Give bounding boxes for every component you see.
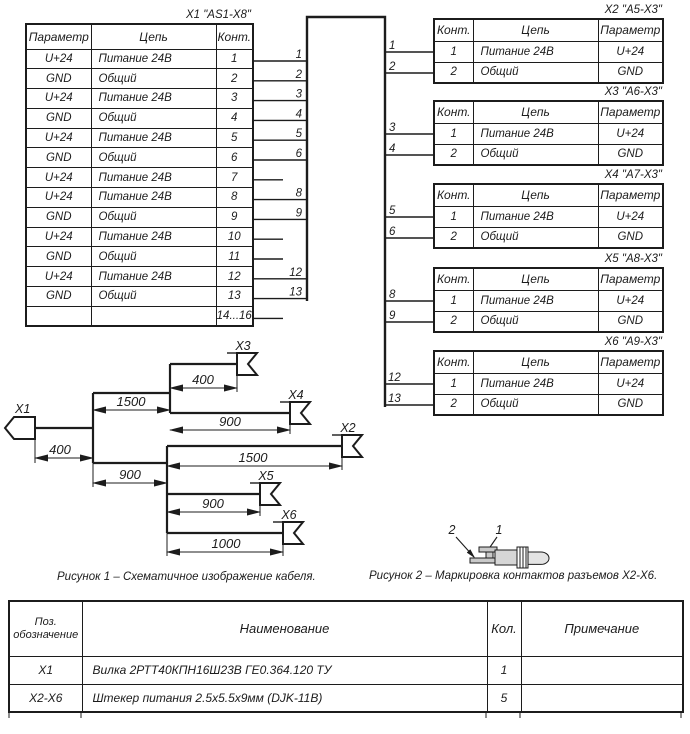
table-cell: GND: [598, 144, 663, 165]
table-cell: GND: [598, 227, 663, 248]
table-cell: 1: [487, 656, 521, 684]
table-cell: U+24: [26, 49, 91, 69]
table-cell: 1: [216, 49, 253, 69]
wire-label: 13: [289, 286, 302, 299]
column-header: Цепь: [91, 24, 216, 49]
table-cell: U+24: [26, 267, 91, 287]
wire-label: 2: [295, 68, 302, 81]
table-cell: 2: [434, 62, 473, 83]
table-cell: 12: [216, 267, 253, 287]
table-cell: U+24: [26, 188, 91, 208]
table-cell: Общий: [473, 62, 598, 83]
table-cell: Питание 24В: [91, 128, 216, 148]
table-cell: Питание 24В: [91, 89, 216, 109]
table-cell: GND: [26, 247, 91, 267]
bom-continuation-stubs: [9, 713, 681, 718]
column-header: Конт.: [434, 19, 473, 41]
table-cell: Вилка 2РТТ40КПН16Ш23В ГЕ0.364.120 ТУ: [82, 656, 487, 684]
connector-label: X6: [281, 508, 297, 522]
wire-label: 2: [389, 61, 396, 73]
cable-bundle: [307, 17, 385, 407]
table-cell: 10: [216, 227, 253, 247]
table-cell: Питание 24В: [91, 49, 216, 69]
table-cell: 1: [434, 123, 473, 144]
x1-plug-symbol: [5, 417, 35, 439]
table-cell: 4: [216, 108, 253, 128]
contact-1-label: 1: [495, 523, 503, 537]
column-header: Параметр: [598, 351, 663, 373]
table-cell: Общий: [91, 148, 216, 168]
column-header: Параметр: [598, 268, 663, 290]
table-cell: 1: [434, 41, 473, 62]
cable-schematic: [5, 339, 362, 556]
table-cell: Общий: [473, 227, 598, 248]
table-cell: U+24: [598, 290, 663, 311]
x4-table-title: X4 "A7-X3": [604, 169, 662, 181]
bom-table-body: [9, 656, 683, 712]
x6-table-title: X6 "A9-X3": [604, 336, 662, 348]
table-cell: 9: [216, 207, 253, 227]
table-cell: Штекер питания 2.5x5.5x9мм (DJK-11B): [82, 684, 487, 712]
table-row: [9, 656, 683, 684]
wire-label: 12: [289, 266, 302, 279]
table-cell: 13: [216, 287, 253, 307]
bom-header-row: [9, 601, 683, 656]
dimension-label: 1500: [238, 450, 268, 465]
wire-label: 1: [389, 40, 396, 52]
table-cell: U+24: [26, 227, 91, 247]
table-cell: 11: [216, 247, 253, 267]
dimension-label: 900: [219, 414, 241, 429]
wire-label: 6: [295, 148, 302, 160]
connector-label: X1: [15, 402, 31, 416]
table-cell: U+24: [598, 41, 663, 62]
wire-label: 5: [295, 128, 302, 141]
bom-header-note: Примечание: [521, 601, 683, 656]
table-cell: Общий: [91, 207, 216, 227]
table-cell: Общий: [91, 287, 216, 307]
table-cell: Питание 24В: [473, 41, 598, 62]
table-cell: Общий: [473, 311, 598, 332]
contact-2-label: 2: [448, 523, 456, 537]
dimension-label: 1500: [116, 394, 146, 409]
table-cell: Питание 24В: [473, 123, 598, 144]
table-cell: GND: [26, 207, 91, 227]
dimension-label: 400: [49, 442, 71, 457]
table-cell: GND: [26, 69, 91, 89]
table-cell: X1: [9, 656, 82, 684]
column-header: Параметр: [598, 184, 663, 206]
dimension-label: 900: [202, 496, 224, 511]
table-cell: 3: [216, 89, 253, 109]
table-cell: 2: [216, 69, 253, 89]
column-header: Цепь: [473, 184, 598, 206]
x3-table-title: X3 "A6-X3": [604, 86, 662, 98]
table-cell: Общий: [473, 394, 598, 415]
table-cell: Общий: [91, 69, 216, 89]
table-cell: 5: [216, 128, 253, 148]
table-cell: GND: [598, 394, 663, 415]
table-cell: Общий: [91, 108, 216, 128]
wire-label: 1: [295, 49, 302, 61]
left-wire-labels: [289, 49, 302, 299]
table-cell: GND: [26, 287, 91, 307]
table-cell: Питание 24В: [91, 188, 216, 208]
table-cell: 2: [434, 144, 473, 165]
wire-label: 6: [389, 226, 396, 238]
table-cell: Питание 24В: [473, 373, 598, 394]
plug-marking-drawing: [448, 523, 549, 568]
wire-label: 8: [295, 187, 302, 200]
wire-label: 4: [389, 143, 396, 155]
wire-label: 5: [389, 205, 396, 217]
table-cell: U+24: [598, 206, 663, 227]
connector-label: X5: [258, 469, 274, 483]
table-cell: X2-X6: [9, 684, 82, 712]
bom-header-pos: [9, 601, 82, 656]
table-cell: GND: [598, 62, 663, 83]
table-cell: 2: [434, 227, 473, 248]
table-cell: U+24: [26, 168, 91, 188]
table-cell: 7: [216, 168, 253, 188]
table-cell: [521, 684, 683, 712]
table-cell: U+24: [598, 123, 663, 144]
column-header: Конт.: [434, 101, 473, 123]
table-cell: 6: [216, 148, 253, 168]
bom-header-pos-line1: Поз.: [34, 615, 57, 628]
dimension-label: 1000: [211, 536, 241, 551]
wire-label: 3: [389, 122, 396, 134]
table-cell: Общий: [91, 247, 216, 267]
table-cell: 2: [434, 394, 473, 415]
x1-table-title: X1 "AS1-X8": [185, 9, 251, 21]
bom-header-qty: Кол.: [487, 601, 521, 656]
column-header: Цепь: [473, 101, 598, 123]
column-header: Цепь: [473, 351, 598, 373]
wire-label: 4: [295, 108, 302, 121]
connector-flags: [237, 353, 362, 544]
table-row: [9, 684, 683, 712]
x2-table-title: X2 "A5-X3": [604, 4, 662, 16]
connector-label: X4: [288, 388, 304, 402]
column-header: Параметр: [26, 24, 91, 49]
column-header: Параметр: [598, 101, 663, 123]
table-cell: 2: [434, 311, 473, 332]
connector-label: X2: [340, 421, 356, 435]
column-header: Конт.: [434, 351, 473, 373]
x5-table-title: X5 "A8-X3": [604, 253, 662, 265]
bom-header-pos-line2: обозначение: [13, 628, 79, 641]
column-header: Цепь: [473, 19, 598, 41]
table-cell: 14...16: [216, 306, 253, 326]
table-cell: U+24: [26, 89, 91, 109]
figure1-caption: Рисунок 1 – Схематичное изображение кабеля.: [57, 571, 316, 583]
table-cell: U+24: [26, 128, 91, 148]
wire-label: 9: [389, 310, 396, 322]
connector-label: X3: [235, 339, 251, 353]
bom-header-name: Наименование: [82, 601, 487, 656]
table-cell: 1: [434, 290, 473, 311]
table-cell: GND: [26, 148, 91, 168]
table-cell: Питание 24В: [91, 267, 216, 287]
right-wire-labels: [388, 40, 401, 405]
column-header: Конт.: [434, 268, 473, 290]
column-header: Параметр: [598, 19, 663, 41]
figure2-caption: Рисунок 2 – Маркировка контактов разъемов X2-X6.: [369, 570, 658, 582]
table-cell: Общий: [473, 144, 598, 165]
table-cell: 5: [487, 684, 521, 712]
column-header: Конт.: [434, 184, 473, 206]
wire-label: 13: [388, 393, 401, 405]
table-cell: Питание 24В: [91, 227, 216, 247]
table-cell: [521, 656, 683, 684]
table-cell: Питание 24В: [473, 290, 598, 311]
table-cell: 8: [216, 188, 253, 208]
dimension-label: 400: [192, 372, 214, 387]
column-header: Конт.: [216, 24, 253, 49]
table-cell: GND: [598, 311, 663, 332]
wire-label: 9: [295, 207, 302, 220]
dimension-label: 900: [119, 467, 141, 482]
table-cell: U+24: [598, 373, 663, 394]
table-cell: 1: [434, 206, 473, 227]
wire-label: 12: [388, 372, 401, 384]
table-cell: GND: [26, 108, 91, 128]
wire-label: 3: [295, 88, 302, 101]
wire-label: 8: [389, 289, 396, 301]
table-cell: Питание 24В: [91, 168, 216, 188]
table-cell: 1: [434, 373, 473, 394]
column-header: Цепь: [473, 268, 598, 290]
bom-table: [8, 600, 684, 713]
table-cell: Питание 24В: [473, 206, 598, 227]
